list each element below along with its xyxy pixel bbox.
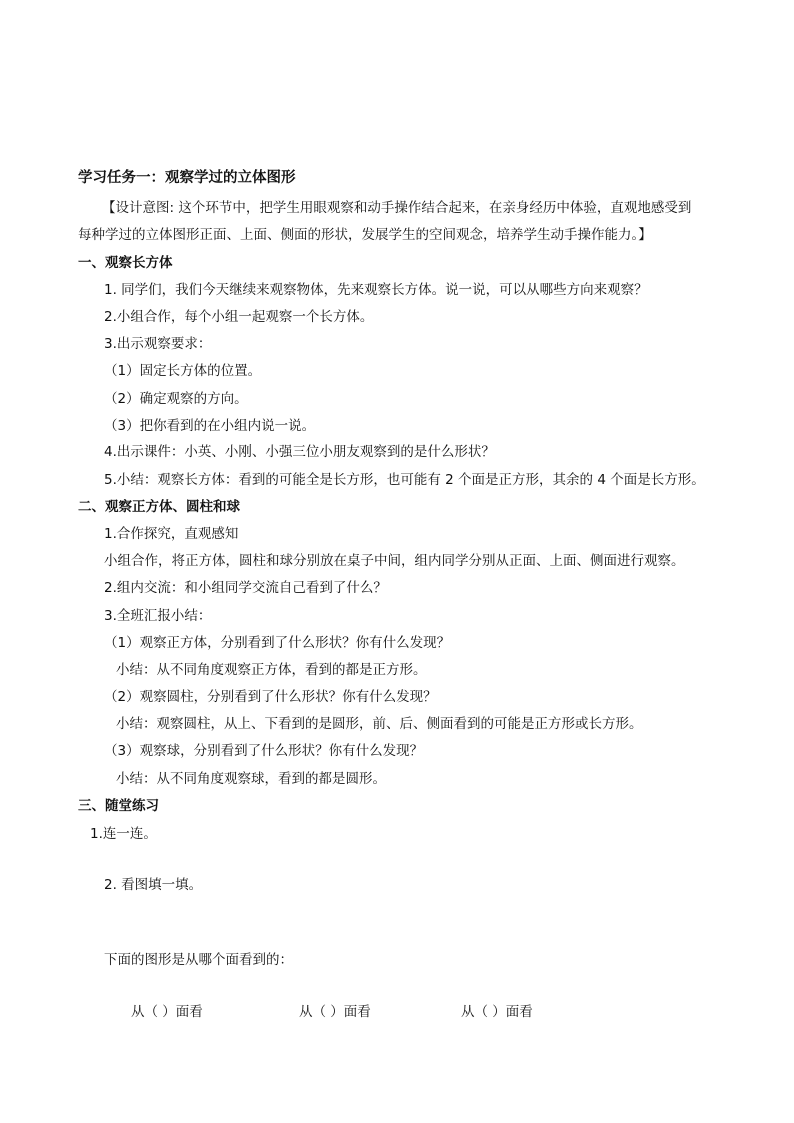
section-1-item: 4.出示课件：小英、小刚、小强三位小朋友观察到的是什么形状？ <box>104 444 495 460</box>
view-answer-blanks <box>0 1002 794 1022</box>
section-3-heading: 三、随堂练习 <box>78 798 159 814</box>
section-2-item: （2）观察圆柱，分别看到了什么形状？你有什么发现？ <box>104 689 437 705</box>
section-3-item: 2. 看图填一填。 <box>104 877 203 893</box>
section-1-heading: 一、观察长方体 <box>78 255 173 271</box>
section-2-item: （3）观察球，分别看到了什么形状？你有什么发现？ <box>104 743 424 759</box>
section-2-item: 3.全班汇报小结： <box>104 608 212 624</box>
section-1-item: 1. 同学们，我们今天继续来观察物体，先来观察长方体。说一说，可以从哪些方向来观察？ <box>104 282 648 298</box>
section-2-item: 小结：从不同角度观察球，看到的都是圆形。 <box>116 771 386 787</box>
section-3-item: 1.连一连。 <box>90 826 157 842</box>
section-2-item: 小组合作，将正方体，圆柱和球分别放在桌子中间，组内同学分别从正面、上面、侧面进行观察。 <box>104 553 685 569</box>
section-1-item: （3）把你看到的在小组内说一说。 <box>104 418 316 434</box>
section-1-item: 3.出示观察要求： <box>104 336 212 352</box>
section-3-item: 下面的图形是从哪个面看到的： <box>104 952 293 968</box>
section-2-item: 1.合作探究，直观感知 <box>104 526 239 542</box>
section-1-item: 5.小结：观察长方体：看到的可能全是长方形，也可能有 2 个面是正方形，其余的 4 个面是长方形。 <box>104 472 705 488</box>
section-2-item: 小结：观察圆柱，从上、下看到的是圆形，前、后、侧面看到的可能是正方形或长方形。 <box>116 716 643 732</box>
section-2-heading: 二、观察正方体、圆柱和球 <box>78 499 240 515</box>
section-1-item: 2.小组合作，每个小组一起观察一个长方体。 <box>104 309 374 325</box>
section-2-item: 2.组内交流：和小组同学交流自己看到了什么？ <box>104 580 387 596</box>
task-title: 学习任务一：观察学过的立体图形 <box>78 170 296 186</box>
view-answer-blank: 从（ ）面看 <box>131 1004 203 1020</box>
section-1-item: （1）固定长方体的位置。 <box>104 363 262 379</box>
design-intent-line-1: 【设计意图: 这个环节中，把学生用眼观察和动手操作结合起来，在亲身经历中体验，直观地感受到 <box>102 200 692 216</box>
design-intent-line-2: 每种学过的立体图形正面、上面、侧面的形状，发展学生的空间观念，培养学生动手操作能力。】 <box>78 227 652 243</box>
section-2-item: 小结：从不同角度观察正方体，看到的都是正方形。 <box>116 662 427 678</box>
section-2-item: （1）观察正方体，分别看到了什么形状？你有什么发现？ <box>104 635 451 651</box>
view-answer-blank: 从（ ）面看 <box>461 1004 533 1020</box>
view-answer-blank: 从（ ）面看 <box>299 1004 371 1020</box>
section-1-item: （2）确定观察的方向。 <box>104 391 248 407</box>
